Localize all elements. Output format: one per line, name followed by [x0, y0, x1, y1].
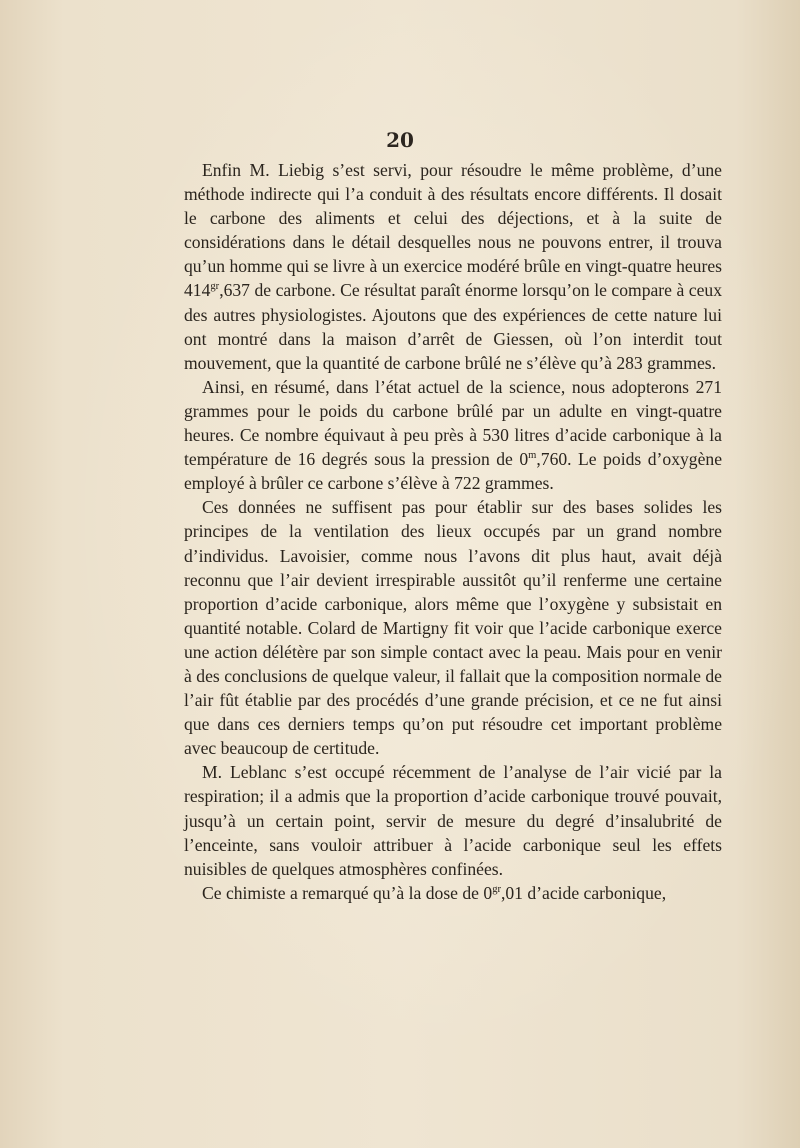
- paragraph-leblanc: M. Leblanc s’est occupé récemment de l’analyse de l’air vicié par la respiration; il a admis que la proportion d’acide carbonique trouvé pouvait, jusqu’à un certain point, servir de mesure du degré d’insalubrité de l’enceinte, sans vouloir attribuer à l’acide carbonique seul les effets nuisibles de quelques atmosphères confinées.: [184, 762, 722, 879]
- body-text: [184, 158, 722, 905]
- paragraph-liebig: Enfin M. Liebig s’est servi, pour résoudre le même problème, d’une méthode indirecte qui l’a conduit à des résultats encore différents. Il dosait le carbone des aliments et celui des déjections, et à la suite de considérations dans le détail desquelles nous ne pouvons entrer, il trouva qu’un homme qui se livre à un exercice modéré brûle en vingt-quatre heures $414^{gr},637$ de carbone. Ce résultat paraît énorme lorsqu’on le compare à ceux des autres physiologistes. Ajoutons que des expériences de cette nature lui ont montré dans la maison d’arrêt de Giessen, où l’on interdit tout mouvement, que la quantité de carbone brûlé ne s’élève qu’à 283 grammes.: [184, 160, 722, 373]
- paragraph-resume: Ainsi, en résumé, dans l’état actuel de la science, nous adopterons 271 grammes pour le poids du carbone brûlé par un adulte en vingt-quatre heures. Ce nombre équivaut à peu près à 530 litres d’acide carbonique à la température de 16 degrés sous la pression de 0$^m$,760. Le poids d’oxygène employé à brûler ce carbone s’élève à 722 grammes.: [184, 376, 722, 494]
- page-number: 20: [386, 128, 414, 152]
- paragraph-chimiste: Ce chimiste a remarqué qu’à la dose de $0^{gr},01$ d’acide carbonique,: [202, 882, 667, 903]
- paragraph-ventilation: Ces données ne suffisent pas pour établir sur des bases solides les principes de la ventilation des lieux occupés par un grand nombre d’individus. Lavoisier, comme nous l’avons dit plus haut, avait déjà reconnu que l’air devient irrespirable aussitôt qu’il renferme une certaine proportion d’acide carbonique, alors même que l’oxygène y subsistait en quantité notable. Colard de Martigny fit voir que l’acide carbonique exerce une action délétère par son simple contact avec la peau. Mais pour en venir à des conclusions de quelque valeur, il fallait que la composition normale de l’air fût établie par des procédés d’une grande précision, et ce ne fut ainsi que dans ces derniers temps qu’on put résoudre cet important problème avec beaucoup de certitude.: [184, 497, 722, 759]
